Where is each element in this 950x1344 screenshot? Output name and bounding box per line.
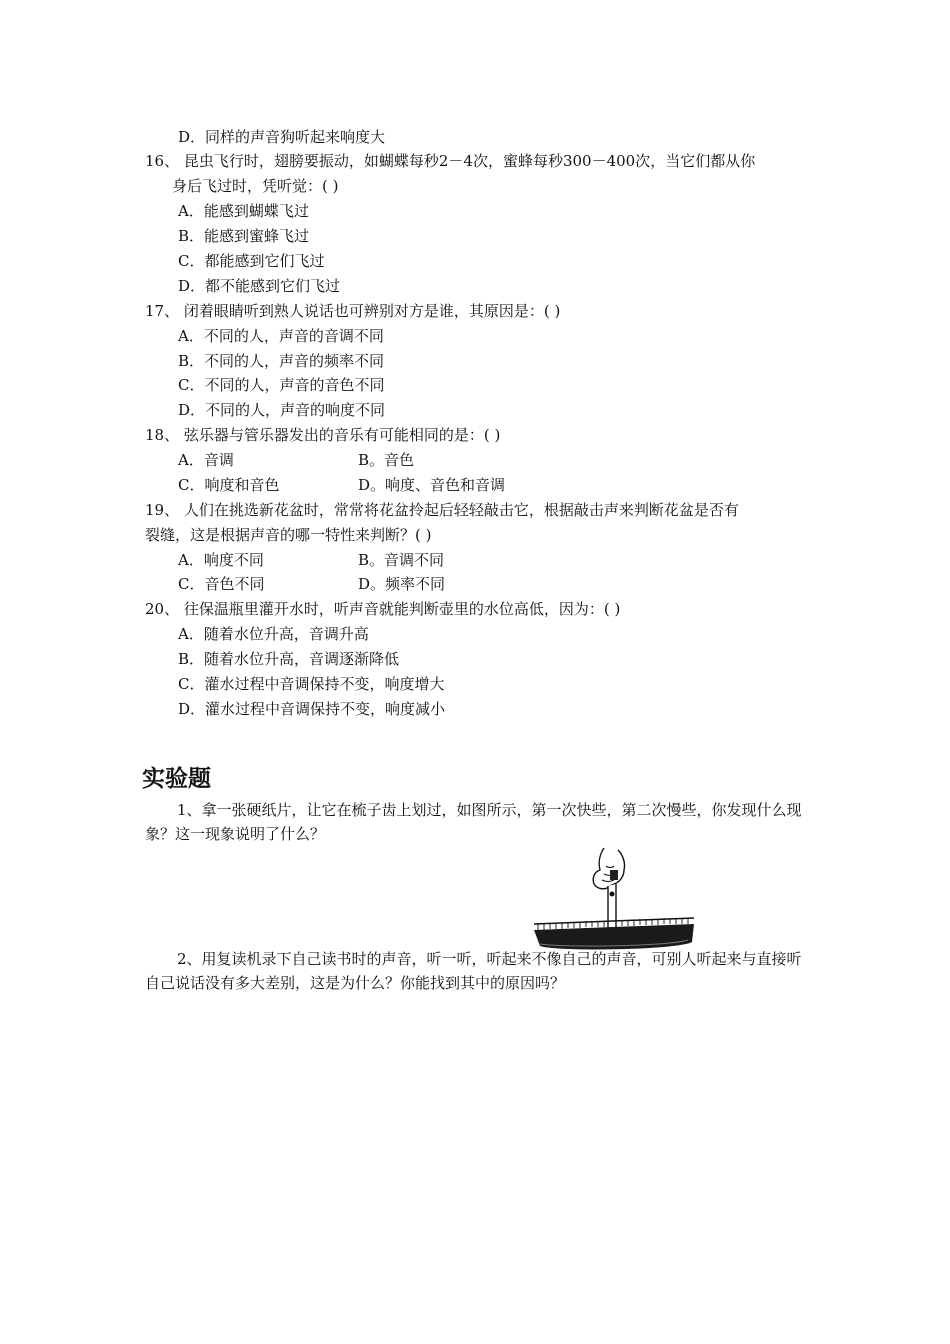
q17-option-b: B．不同的人，声音的频率不同 xyxy=(178,352,385,370)
q16-stem-cont: 身后飞过时，凭听觉：( ) xyxy=(172,177,339,195)
q19-option-b: B。音调不同 xyxy=(358,551,445,569)
q19-stem-cont: 裂缝，这是根据声音的哪一特性来判断？( ) xyxy=(145,526,432,544)
hand-comb-figure xyxy=(528,846,700,956)
q15-option-d: D．同样的声音狗听起来响度大 xyxy=(178,128,386,146)
experiment-2: 2、用复读机录下自己读书时的声音，听一听，听起来不像自己的声音，可别人听起来与直接听自己说话没有多大差别，这是为什么？你能找到其中的原因吗？ xyxy=(145,950,802,992)
q17-option-d: D．不同的人，声音的响度不同 xyxy=(178,401,386,419)
q18-option-c: C．响度和音色 xyxy=(178,476,280,494)
q17-option-a: A．不同的人，声音的音调不同 xyxy=(178,327,384,345)
q16-option-c: C．都能感到它们飞过 xyxy=(178,252,325,270)
q20-stem: 20、 往保温瓶里灌开水时，听声音就能判断壶里的水位高低，因为：( ) xyxy=(145,600,621,618)
q16-option-d: D．都不能感到它们飞过 xyxy=(178,277,341,295)
experiment-1: 1、拿一张硬纸片，让它在梳子齿上划过，如图所示，第一次快些，第二次慢些，你发现什么现象？这一现象说明了什么？ xyxy=(145,801,802,843)
q19-option-c: C．音色不同 xyxy=(178,575,265,593)
q18-option-d: D。响度、音色和音调 xyxy=(358,476,506,494)
q17-option-c: C．不同的人，声音的音色不同 xyxy=(178,376,385,394)
q16-option-a: A．能感到蝴蝶飞过 xyxy=(178,202,309,220)
q18-option-b: B。音色 xyxy=(358,451,415,469)
q18-stem: 18、 弦乐器与管乐器发出的音乐有可能相同的是：( ) xyxy=(145,426,501,444)
q20-option-a: A．随着水位升高，音调升高 xyxy=(178,625,369,643)
q16-stem: 16、 昆虫飞行时，翅膀要振动，如蝴蝶每秒2－4次，蜜蜂每秒300－400次，当它们都从你 xyxy=(145,152,756,170)
q16-option-b: B．能感到蜜蜂飞过 xyxy=(178,227,310,245)
q18-option-a: A．音调 xyxy=(178,451,234,469)
q19-stem: 19、 人们在挑选新花盆时，常常将花盆拎起后轻轻敲击它，根据敲击声来判断花盆是否有 xyxy=(145,501,739,519)
section-title: 实验题 xyxy=(142,766,211,792)
q20-option-d: D．灌水过程中音调保持不变，响度减小 xyxy=(178,700,446,718)
q20-option-b: B．随着水位升高，音调逐渐降低 xyxy=(178,650,400,668)
q19-option-d: D。频率不同 xyxy=(358,575,446,593)
q17-stem: 17、 闭着眼睛听到熟人说话也可辨别对方是谁，其原因是：( ) xyxy=(145,302,561,320)
q19-option-a: A．响度不同 xyxy=(178,551,264,569)
q20-option-c: C．灌水过程中音调保持不变，响度增大 xyxy=(178,675,445,693)
